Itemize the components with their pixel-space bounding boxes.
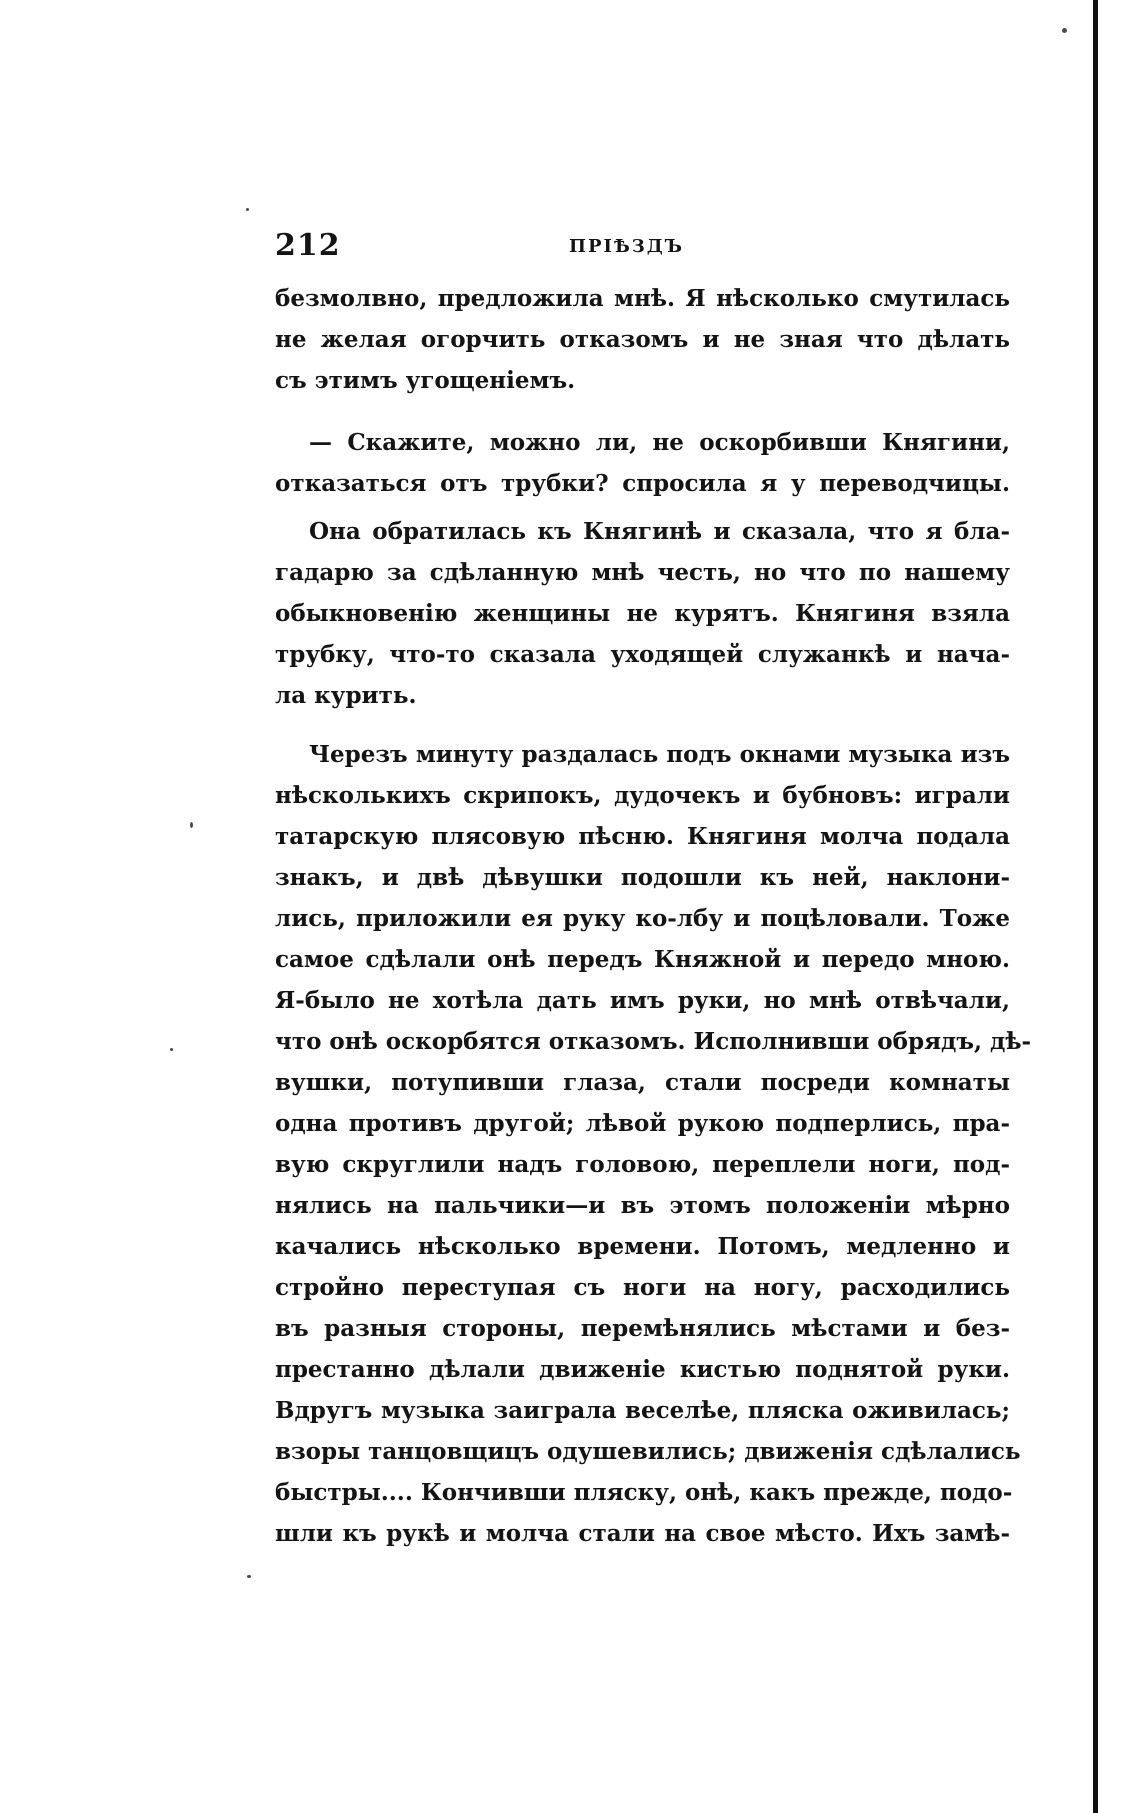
text-line: вушки, потупивши глаза, стали посреди комнаты <box>275 1069 1010 1096</box>
page-header <box>275 226 1010 266</box>
text-line: вую скруглили надъ головою, переплели ноги, под- <box>275 1151 1010 1178</box>
text-line: татарскую плясовую пѣсню. Княгиня молча подала <box>275 823 1010 850</box>
text-line: съ этимъ угощенiемъ. <box>275 367 576 394</box>
text-line: знакъ, и двѣ дѣвушки подошли къ ней, наклони- <box>275 864 1010 891</box>
body-text <box>275 278 1032 1554</box>
text-line: въ разныя стороны, перемѣнялись мѣстами и без- <box>275 1315 1010 1342</box>
text-line: обыкновенiю женщины не курятъ. Княгиня взяла <box>275 600 1010 627</box>
paragraph-3 <box>275 511 1010 716</box>
text-line: быстры.... Кончивши пляску, онѣ, какъ прежде, подо- <box>275 1479 1013 1506</box>
page-number: 212 <box>275 228 341 263</box>
text-line: не желая огорчить отказомъ и не зная что дѣлать <box>275 326 1010 353</box>
text-line: самое сдѣлали онѣ передъ Княжной и передо мною. <box>275 946 1010 973</box>
text-line: Я-было не хотѣла дать имъ руки, но мнѣ отвѣчали, <box>275 987 1010 1014</box>
text-line: престанно дѣлали движенiе кистью поднятой руки. <box>275 1356 1010 1383</box>
paragraph-4 <box>275 734 1032 1554</box>
paragraph-1 <box>275 278 1010 401</box>
scan-speck <box>190 822 193 828</box>
text-line: трубку, что-то сказала уходящей служанкѣ и нача- <box>275 641 1010 668</box>
text-line: отказаться отъ трубки? спросила я у переводчицы. <box>275 470 1010 497</box>
page-edge-shadow <box>1093 0 1098 1813</box>
text-line: — Скажите, можно ли, не оскорбивши Княгини, <box>309 429 1010 456</box>
text-line: нѣсколькихъ скрипокъ, дудочекъ и бубновъ: играли <box>275 782 1010 809</box>
scan-speck <box>247 1575 251 1578</box>
text-line: гадарю за сдѣланную мнѣ честь, но что по нашему <box>275 559 1010 586</box>
text-line: что онѣ оскорбятся отказомъ. Исполнивши обрядъ, дѣ- <box>275 1028 1032 1055</box>
text-line: Черезъ минуту раздалась подъ окнами музыка изъ <box>309 741 1010 768</box>
scan-speck <box>170 1048 173 1051</box>
paragraph-2 <box>275 422 1010 504</box>
text-line: Вдругъ музыка заиграла веселѣе, пляска оживилась; <box>275 1397 1010 1424</box>
text-line: одна противъ другой; лѣвой рукою подперлись, пра- <box>275 1110 1010 1137</box>
text-line: качались нѣсколько времени. Потомъ, медленно и <box>275 1233 1010 1260</box>
text-line: безмолвно, предложила мнѣ. Я нѣсколько смутилась <box>275 285 1010 312</box>
text-line: шли къ рукѣ и молча стали на свое мѣсто. Ихъ замѣ- <box>275 1520 1010 1547</box>
scan-speck <box>246 208 249 211</box>
running-title: ПРІѢЗДЪ <box>569 236 685 257</box>
text-line: Она обратилась къ Княгинѣ и сказала, что я бла- <box>309 518 1010 545</box>
text-line: лись, приложили ея руку ко-лбу и поцѣловали. Тоже <box>275 905 1010 932</box>
text-line: взоры танцовщицъ одушевились; движенiя сдѣлались <box>275 1438 1021 1465</box>
text-line: нялись на пальчики—и въ этомъ положенiи мѣрно <box>275 1192 1010 1219</box>
text-line: стройно переступая съ ноги на ногу, расходились <box>275 1274 1010 1301</box>
text-line: ла курить. <box>275 682 417 709</box>
scan-speck <box>1062 28 1067 33</box>
